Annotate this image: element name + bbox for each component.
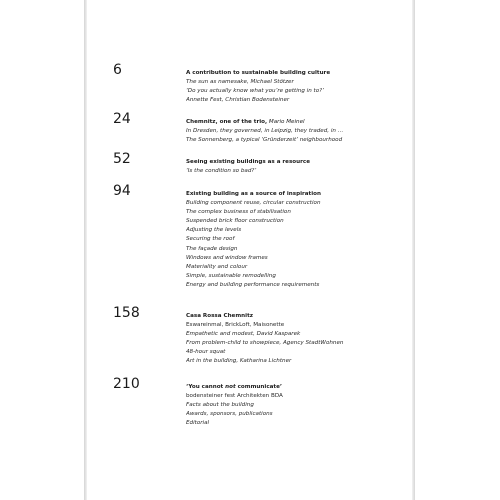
toc-subitem: Editorial — [186, 420, 210, 427]
toc-page-number: 210 — [113, 376, 140, 392]
toc-subitem: Facts about the building — [186, 402, 254, 409]
toc-subitem: Eswareinmal, BrickLoft, Maisonette — [186, 322, 285, 329]
toc-title: Seeing existing buildings as a resource — [186, 159, 310, 165]
page-right-edge-shadow — [412, 0, 415, 500]
toc-subitem: Art in the building, Katharina Lichtner — [186, 358, 292, 365]
toc-subitem: Suspended brick floor construction — [186, 218, 284, 225]
toc-subitem: ‘Do you actually know what you’re getting in to?’ — [186, 88, 324, 95]
toc-entry-lines — [186, 383, 410, 428]
toc-title-text: ‘You cannot — [186, 384, 226, 390]
toc-title — [186, 383, 410, 392]
toc-subitem: From problem-child to showpiece, Agency StadtWohnen — [186, 340, 344, 347]
toc-title-author: Mario Meinel — [267, 119, 305, 125]
toc-title — [186, 118, 410, 127]
book-page — [87, 0, 412, 500]
toc-title: Existing building as a source of inspiration — [186, 191, 321, 197]
toc-page-number: 24 — [113, 111, 131, 127]
toc-title-text: Chemnitz, one of the trio, — [186, 119, 268, 125]
toc-subitem: Windows and window frames — [186, 254, 268, 261]
toc-subitem: bodensteiner fest Architekten BDA — [186, 393, 283, 400]
toc-subitem: Securing the roof — [186, 236, 235, 243]
toc-entry-lines — [186, 158, 410, 176]
toc-title: A contribution to sustainable building culture — [186, 70, 331, 76]
toc-subitem: Simple, sustainable remodelling — [186, 272, 276, 279]
toc-subitem: In Dresden, they governed, in Leipzig, they traded, in … — [186, 128, 344, 135]
toc-title-emphasis: not — [225, 384, 236, 390]
toc-subitem: Materiality and colour — [186, 263, 248, 270]
toc-subitem: 48-hour squat — [186, 349, 226, 356]
toc-subitem: Adjusting the levels — [186, 227, 242, 234]
toc-title: Casa Rossa Chemnitz — [186, 313, 254, 319]
toc-page-number: 94 — [113, 183, 131, 199]
toc-subitem: The façade design — [186, 245, 238, 252]
toc-title-rest: communicate’ — [235, 384, 283, 390]
toc-page-number: 52 — [113, 151, 131, 167]
toc-subitem: Empathetic and modest, David Kasparek — [186, 331, 301, 338]
toc-subitem: ‘Is the condition so bad?’ — [186, 168, 257, 175]
toc-subitem: The complex business of stabilisation — [186, 209, 291, 216]
toc-subitem: Annette Fest, Christian Bodensteiner — [186, 97, 290, 104]
toc-entry-lines — [186, 312, 410, 367]
toc-subitem: Awards, sponsors, publications — [186, 411, 273, 418]
toc-page-number: 158 — [113, 305, 140, 321]
toc-subitem: The sun as namesake, Michael Stötzer — [186, 79, 294, 86]
toc-entry-lines — [186, 190, 410, 290]
toc-page-number: 6 — [113, 62, 122, 78]
toc-entry-lines — [186, 118, 410, 145]
toc-subitem: The Sonnenberg, a typical ‘Gründerzeit’ neighbourhood — [186, 137, 343, 144]
toc-subitem: Building component reuse, circular construction — [186, 200, 321, 207]
toc-entry-lines — [186, 69, 410, 105]
toc-subitem: Energy and building performance requirements — [186, 281, 320, 288]
